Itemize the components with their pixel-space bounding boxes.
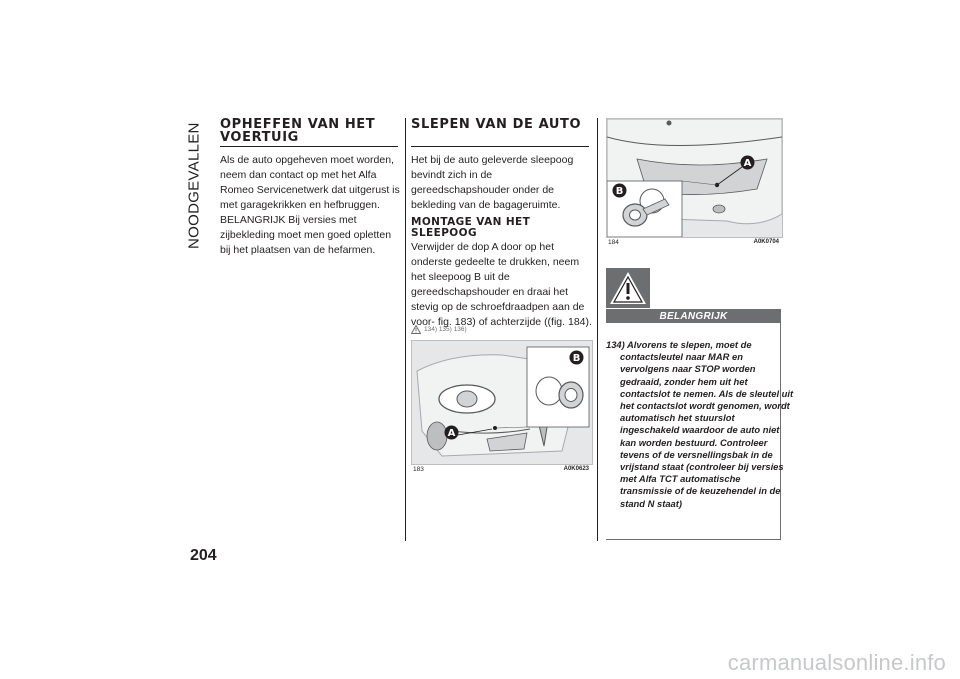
warning-134-text: 134) Alvorens te slepen, moet de contactsleutel naar MAR en vervolgens naar STOP worden gedraaid, zonder hem uit het contactslot te nemen. Als de sleutel uit het contactslot wordt genomen, wordt automatisch het stuurslot ingeschakeld waardoor de auto niet kan worden bestuurd. Controleer tevens of de versnellingsbak in de vrijstand staat (controleer bij versies met Alfa TCT automatische transmissie of de keuzehendel in de stand N staat) <box>606 339 794 509</box>
lifting-heading: OPHEFFEN VAN HET VOERTUIG <box>220 117 376 145</box>
svg-text:A: A <box>447 428 456 439</box>
figure-front-tow-point <box>411 340 593 465</box>
svg-text:A: A <box>743 158 752 169</box>
label-b-badge <box>612 183 627 198</box>
section-side-label: NOODGEVALLEN <box>185 122 203 250</box>
heading-rule <box>220 146 398 147</box>
column-divider <box>405 118 406 541</box>
figure-caption: 184 <box>608 239 619 246</box>
label-a-badge <box>740 155 755 170</box>
towing-intro: Het bij de auto geleverde sleepoog bevindt zich in de gereedschapshouder onder de bekleding van de bagageruimte. <box>411 154 574 211</box>
towing-heading: SLEPEN VAN DE AUTO <box>411 117 582 132</box>
important-box-border <box>606 539 781 540</box>
figure-code: A0K0704 <box>753 239 779 245</box>
tow-eye-instructions: Verwijder de dop A door op het onderste gedeelte te drukken, neem het sleepoog B uit de gereedschapshouder en draai het stevig op de schroefdraadpen aan de voor- fig. 183) of achterzijde ((fig. 184). <box>411 241 592 328</box>
tow-eye-subheading: MONTAGE VAN HET SLEEPOOG <box>411 216 531 239</box>
warning-triangle-icon <box>411 325 421 334</box>
figure-caption: 183 <box>413 466 424 473</box>
figure-code: A0K0623 <box>563 466 589 472</box>
warning-triangle-icon <box>606 268 650 308</box>
warning-icon-box <box>606 268 650 308</box>
page-number: 204 <box>190 547 217 564</box>
heading-rule <box>411 146 589 147</box>
warning-references-text: 134) 135) 136) <box>424 326 467 333</box>
warning-references <box>411 325 467 334</box>
car-front-illustration <box>412 341 592 464</box>
lifting-paragraph: BELANGRIJK Bij versies met zijbekleding moet men goed opletten bij het plaatsen van de hefarmen. <box>220 214 392 256</box>
label-b-badge <box>569 350 584 365</box>
column-divider <box>597 118 598 541</box>
figure-rear-tow-point <box>606 118 783 238</box>
important-header: BELANGRIJK <box>606 309 781 323</box>
watermark: carmanualsonline.info <box>727 650 946 675</box>
svg-text:B: B <box>572 353 581 364</box>
label-a-badge <box>444 425 459 440</box>
lifting-paragraph: Als de auto opgeheven moet worden, neem dan contact op met het Alfa Romeo Servicenetwerk dat uitgerust is met garagekrikken en hefbruggen. <box>220 154 400 211</box>
svg-text:B: B <box>615 186 624 197</box>
car-rear-illustration <box>607 119 782 237</box>
